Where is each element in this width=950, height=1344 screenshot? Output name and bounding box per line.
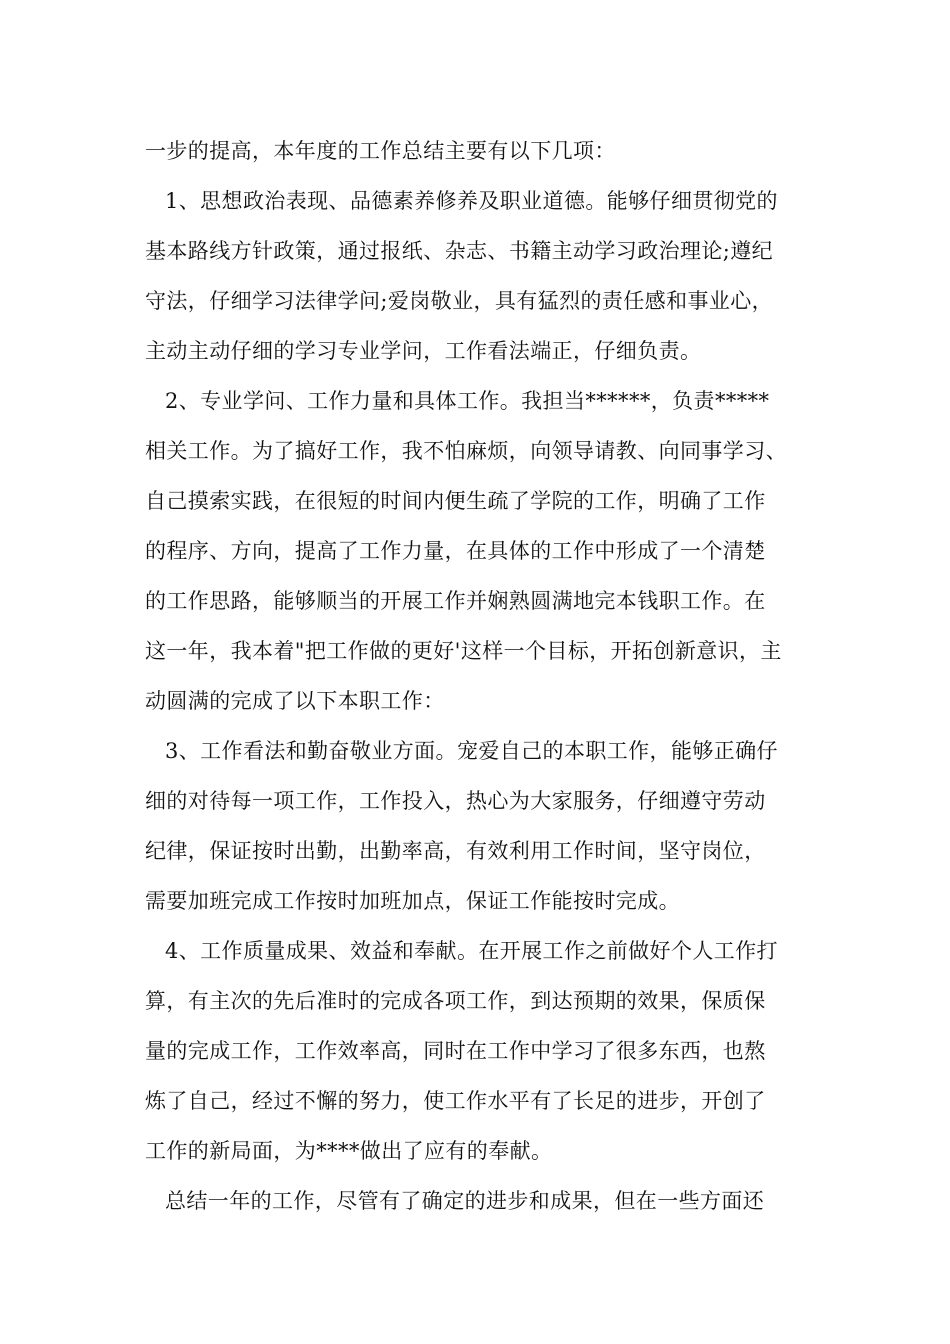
text-line: 主动主动仔细的学习专业学问，工作看法端正，仔细负责。	[145, 339, 702, 363]
text-line: 4、工作质量成果、效益和奉献。在开展工作之前做好个人工作打	[165, 939, 778, 963]
text-line: 算，有主次的先后准时的完成各项工作，到达预期的效果，保质保	[145, 989, 766, 1013]
text-line: 炼了自己，经过不懈的努力，使工作水平有了长足的进步，开创了	[145, 1089, 766, 1113]
text-line: 基本路线方针政策，通过报纸、杂志、书籍主动学习政治理论;遵纪	[145, 239, 774, 263]
text-line: 一步的提高，本年度的工作总结主要有以下几项：	[145, 139, 616, 163]
text-line: 的程序、方向，提高了工作力量，在具体的工作中形成了一个清楚	[145, 539, 766, 563]
text-line: 3、工作看法和勤奋敬业方面。宠爱自己的本职工作，能够正确仔	[165, 739, 778, 763]
text-line: 的工作思路，能够顺当的开展工作并娴熟圆满地完本钱职工作。在	[145, 589, 766, 613]
text-line: 纪律，保证按时出勤，出勤率高，有效利用工作时间，坚守岗位，	[145, 839, 766, 863]
text-line: 这一年，我本着"把工作做的更好'这样一个目标，开拓创新意识，主	[145, 639, 782, 663]
text-line: 需要加班完成工作按时加班加点，保证工作能按时完成。	[145, 889, 680, 913]
text-line: 总结一年的工作，尽管有了确定的进步和成果，但在一些方面还	[165, 1189, 765, 1213]
text-line: 细的对待每一项工作，工作投入，热心为大家服务，仔细遵守劳动	[145, 789, 766, 813]
text-line: 工作的新局面，为****做出了应有的奉献。	[145, 1139, 553, 1163]
text-line: 相关工作。为了搞好工作，我不怕麻烦，向领导请教、向同事学习、	[145, 439, 787, 463]
text-line: 动圆满的完成了以下本职工作：	[145, 689, 445, 713]
text-line: 2、专业学问、工作力量和具体工作。我担当******，负责*****	[165, 389, 770, 413]
text-line: 自己摸索实践，在很短的时间内便生疏了学院的工作，明确了工作	[145, 489, 766, 513]
text-line: 量的完成工作，工作效率高，同时在工作中学习了很多东西，也熬	[145, 1039, 766, 1063]
text-line: 1、思想政治表现、品德素养修养及职业道德。能够仔细贯彻党的	[165, 189, 778, 213]
text-line: 守法，仔细学习法律学问;爱岗敬业，具有猛烈的责任感和事业心，	[145, 289, 774, 313]
